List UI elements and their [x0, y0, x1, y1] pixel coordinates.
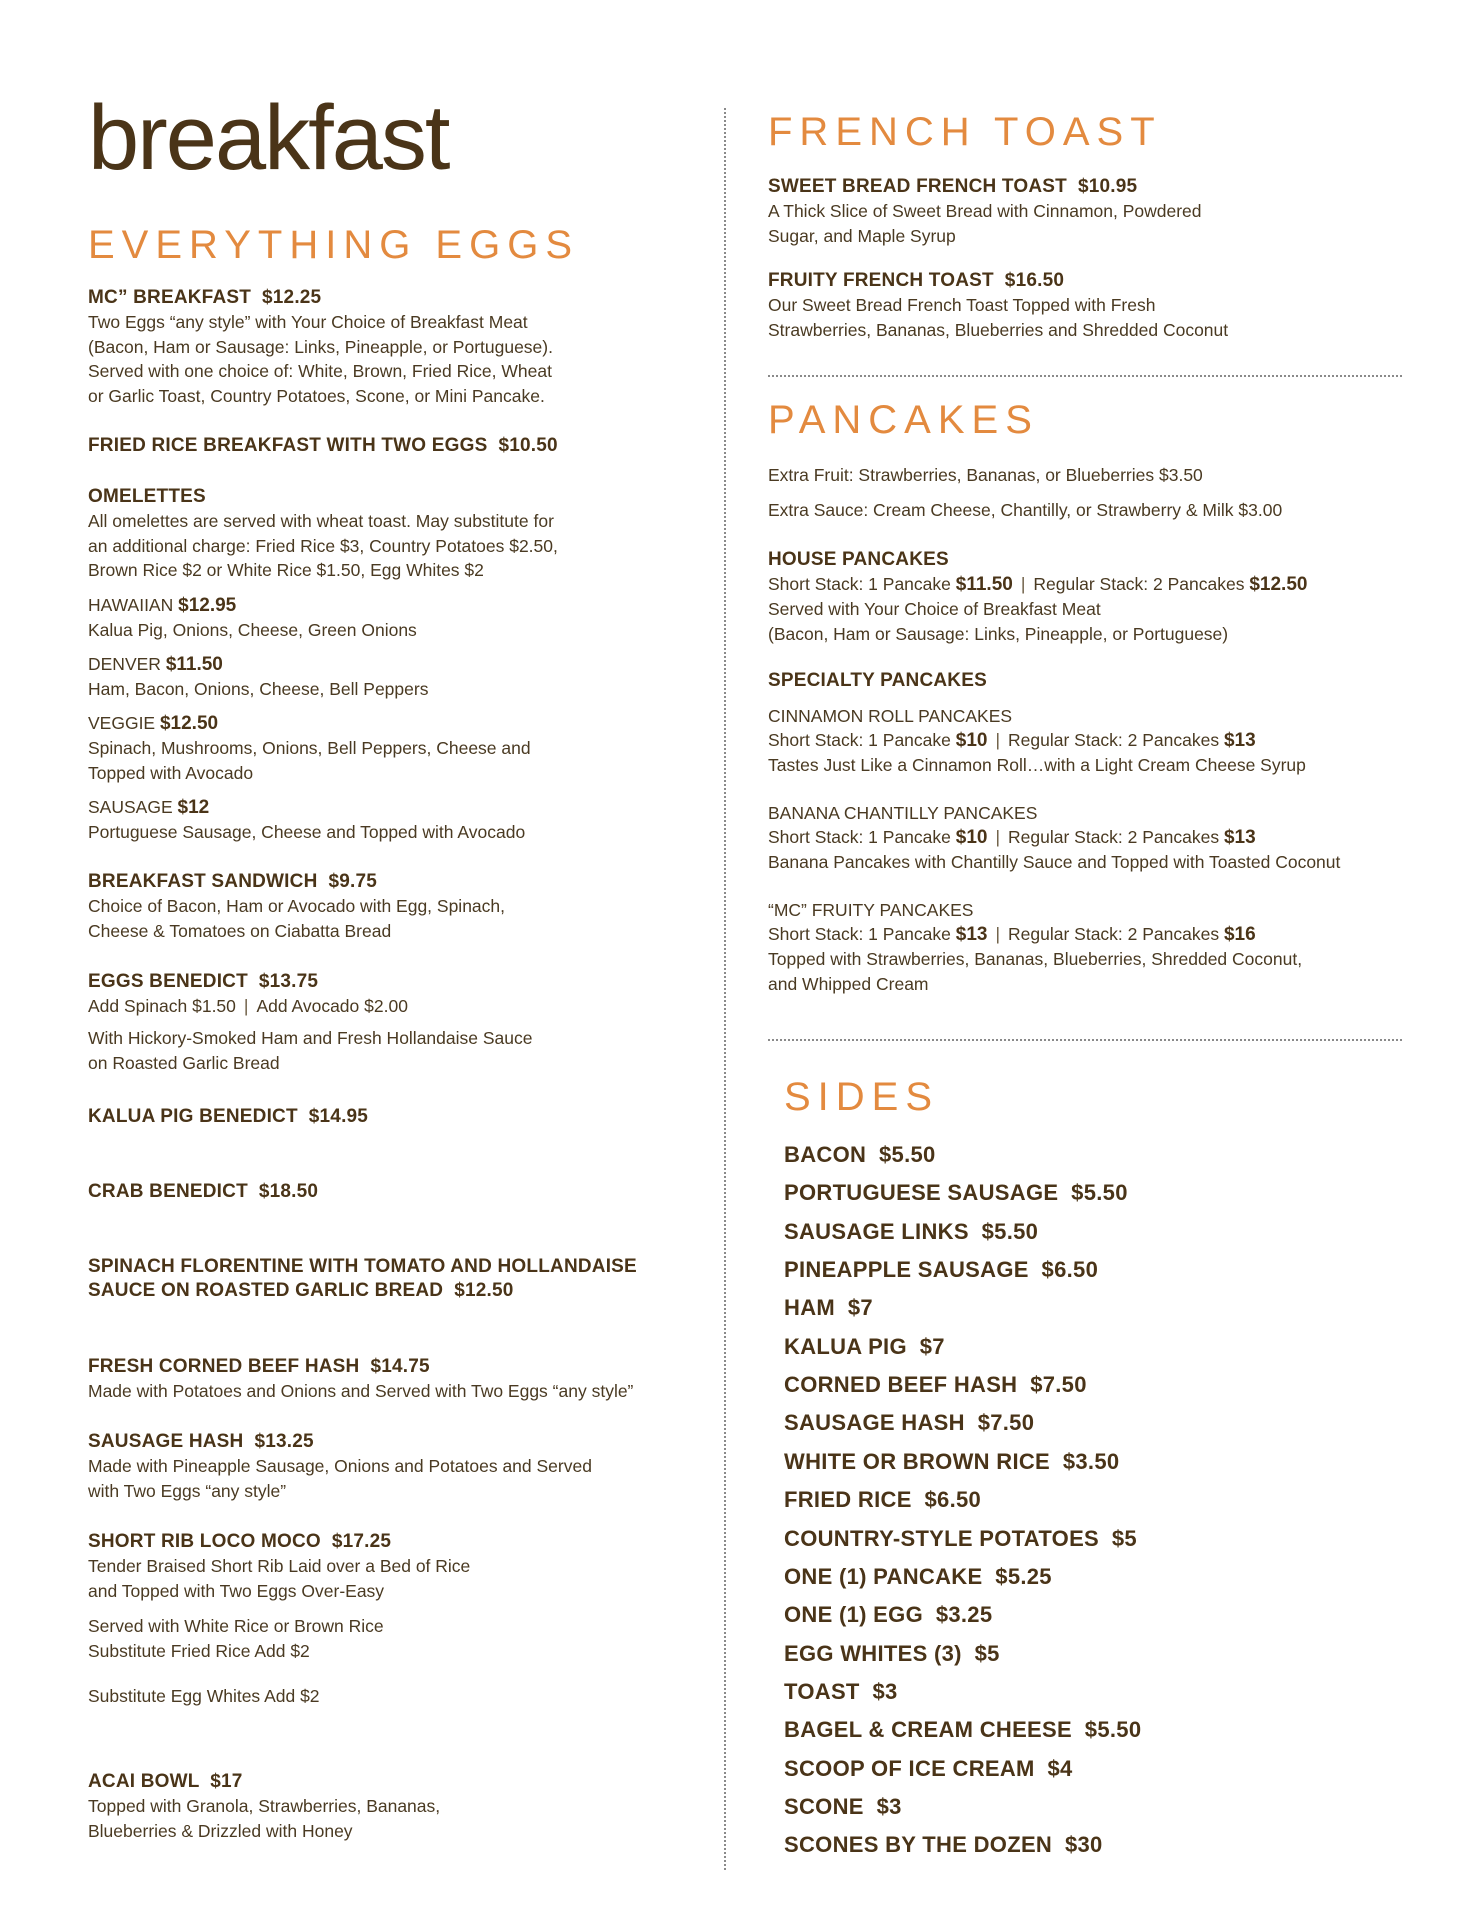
item-description: Tastes Just Like a Cinnamon Roll…with a Light Cream Cheese Syrup [768, 755, 1306, 775]
side-item-price: $3.50 [1062, 1448, 1120, 1474]
side-item [784, 1601, 992, 1629]
side-item [784, 1563, 1052, 1591]
side-item [784, 1333, 945, 1361]
menu-item-sausage-hash [88, 1430, 592, 1503]
side-item-name: PINEAPPLE SAUSAGE [784, 1257, 1029, 1283]
omelette-denver [88, 652, 428, 702]
item-name: BANANA CHANTILLY PANCAKES [768, 803, 1038, 823]
side-item [784, 1716, 1141, 1744]
stack-prices: Short Stack: 1 Pancake $13 | Regular Stack: 2 Pancakes $16 [768, 924, 1256, 945]
item-name: “MC” FRUITY PANCAKES [768, 900, 974, 920]
menu-item-crab-benedict [88, 1180, 318, 1204]
page-title: breakfast [88, 87, 449, 189]
item-description: Topped with Granola, Strawberries, Bananas, Blueberries & Drizzled with Honey [88, 1796, 441, 1841]
side-item [784, 1256, 1098, 1284]
item-price: $18.50 [258, 1181, 319, 1202]
stack-prices: Short Stack: 1 Pancake $10 | Regular Stack: 2 Pancakes $13 [768, 730, 1256, 751]
item-name: OMELETTES [88, 486, 206, 507]
side-item-name: CORNED BEEF HASH [784, 1372, 1018, 1398]
item-price: $17 [210, 1771, 243, 1792]
item-price: $9.75 [328, 871, 378, 892]
menu-item-kalua-pig-benedict [88, 1105, 368, 1129]
item-name: FRUITY FRENCH TOAST [768, 270, 994, 291]
item-description: Banana Pancakes with Chantilly Sauce and Topped with Toasted Coconut [768, 852, 1341, 872]
item-name: SHORT RIB LOCO MOCO [88, 1531, 321, 1552]
side-item-price: $5 [1111, 1525, 1137, 1551]
item-name: SAUSAGE [88, 797, 173, 817]
item-name: FRESH CORNED BEEF HASH [88, 1356, 360, 1377]
item-name: CINNAMON ROLL PANCAKES [768, 706, 1013, 726]
menu-item-mc-fruity-pancakes [768, 898, 1302, 996]
specialty-pancakes-heading [768, 669, 987, 693]
section-divider [768, 1039, 1402, 1041]
item-description: Portuguese Sausage, Cheese and Topped with Avocado [88, 822, 526, 842]
item-addons: Add Spinach $1.50 | Add Avocado $2.00 [88, 996, 408, 1016]
item-description: Topped with Strawberries, Bananas, Blueberries, Shredded Coconut, and Whipped Cream [768, 949, 1303, 994]
item-price: $12.25 [262, 287, 322, 308]
item-price: $13.75 [258, 971, 319, 992]
column-divider [724, 108, 726, 1870]
side-item [784, 1371, 1087, 1399]
side-item-price: $6.50 [924, 1487, 982, 1513]
menu-item-sweet-bread-french-toast [768, 175, 1202, 248]
side-item-price: $3 [876, 1793, 902, 1819]
side-item [784, 1486, 981, 1514]
item-name-cont: SAUCE ON ROASTED GARLIC BREAD [88, 1280, 444, 1301]
item-name: SWEET BREAD FRENCH TOAST [768, 176, 1067, 197]
item-name: SPECIALTY PANCAKES [768, 670, 987, 691]
omelette-sausage [88, 795, 525, 845]
stack-prices: Short Stack: 1 Pancake $10 | Regular Stack: 2 Pancakes $13 [768, 827, 1256, 848]
item-name: ACAI BOWL [88, 1771, 200, 1792]
item-description: Two Eggs “any style” with Your Choice of Breakfast Meat (Bacon, Ham or Sausage: Links, Pineapple, or Portuguese). Served with one choice of: White, Brown, Fried Rice, Wheat or Garlic Toast, Country Potatoes, Scone, or Mini Pancake. [88, 312, 553, 406]
omelette-hawaiian [88, 593, 417, 643]
section-title-sides: SIDES [784, 1075, 940, 1119]
menu-item-house-pancakes [768, 548, 1307, 646]
item-name: HAWAIIAN [88, 595, 174, 615]
side-item [784, 1294, 873, 1322]
item-description: Tender Braised Short Rib Laid over a Bed of Rice and Topped with Two Eggs Over-Easy [88, 1556, 471, 1601]
item-description: Choice of Bacon, Ham or Avocado with Egg, Spinach, Cheese & Tomatoes on Ciabatta Bread [88, 896, 506, 941]
item-description: With Hickory-Smoked Ham and Fresh Hollandaise Sauce on Roasted Garlic Bread [88, 1028, 533, 1073]
menu-item-short-rib-loco-moco [88, 1530, 470, 1709]
side-item [784, 1179, 1128, 1207]
side-item-name: FRIED RICE [784, 1487, 912, 1513]
item-name: MC” BREAKFAST [88, 287, 252, 308]
item-price: $14.95 [308, 1106, 369, 1127]
side-item [784, 1525, 1137, 1553]
omelette-veggie [88, 711, 531, 785]
section-title-french-toast: FRENCH TOAST [768, 110, 1162, 154]
side-item [784, 1831, 1103, 1859]
section-title-everything-eggs: EVERYTHING EGGS [88, 223, 580, 267]
side-item-price: $7.50 [977, 1410, 1035, 1436]
side-item-name: ONE (1) PANCAKE [784, 1563, 983, 1589]
side-item-name: TOAST [784, 1678, 860, 1704]
side-item-name: SCONE [784, 1793, 864, 1819]
item-name: BREAKFAST SANDWICH [88, 871, 318, 892]
item-price: $13.25 [254, 1431, 314, 1452]
menu-item-corned-beef-hash [88, 1355, 633, 1404]
side-item-name: EGG WHITES (3) [784, 1640, 962, 1666]
side-item [784, 1793, 902, 1821]
item-name: SAUSAGE HASH [88, 1431, 244, 1452]
side-item-name: HAM [784, 1295, 836, 1321]
item-description: A Thick Slice of Sweet Bread with Cinnamon, Powdered Sugar, and Maple Syrup [768, 201, 1202, 246]
side-item [784, 1218, 1038, 1246]
item-name: EGGS BENEDICT [88, 971, 248, 992]
side-item-price: $5.50 [981, 1218, 1039, 1244]
item-description: All omelettes are served with wheat toast. May substitute for an additional charge: Fried Rice $3, Country Potatoes $2.50, Brown Rice $2 or White Rice $1.50, Egg Whites $2 [88, 511, 558, 580]
side-item-price: $5 [974, 1640, 1000, 1666]
item-price: $12 [177, 797, 210, 818]
side-item-price: $7 [847, 1295, 873, 1321]
item-name: VEGGIE [88, 713, 156, 733]
side-item-price: $5.50 [1084, 1717, 1142, 1743]
side-item-name: SCONES BY THE DOZEN [784, 1832, 1053, 1858]
item-name: FRIED RICE BREAKFAST WITH TWO EGGS [88, 435, 488, 456]
side-item-price: $3.25 [935, 1602, 993, 1628]
side-item [784, 1448, 1119, 1476]
side-item-price: $7.50 [1030, 1372, 1087, 1398]
side-item-name: COUNTRY-STYLE POTATOES [784, 1525, 1100, 1551]
side-item-price: $5.50 [879, 1142, 936, 1167]
item-description: Served with Your Choice of Breakfast Meat (Bacon, Ham or Sausage: Links, Pineapple, or Portuguese) [768, 599, 1229, 644]
side-item-price: $3 [872, 1678, 898, 1704]
item-description: Our Sweet Bread French Toast Topped with Fresh Strawberries, Bananas, Blueberries and Shredded Coconut [768, 295, 1229, 340]
item-price: $12.50 [454, 1280, 514, 1301]
menu-item-cinnamon-roll-pancakes [768, 704, 1306, 778]
section-title-pancakes: PANCAKES [768, 398, 1039, 442]
item-price: $16.50 [1004, 270, 1065, 291]
side-item-price: $6.50 [1041, 1257, 1099, 1283]
item-name: CRAB BENEDICT [88, 1181, 248, 1202]
side-item [784, 1678, 898, 1706]
item-price: $17.25 [331, 1531, 392, 1552]
item-description: Spinach, Mushrooms, Onions, Bell Peppers, Cheese and Topped with Avocado [88, 738, 531, 783]
item-description: Made with Pineapple Sausage, Onions and Potatoes and Served with Two Eggs “any style” [88, 1456, 592, 1501]
side-item [784, 1141, 936, 1169]
item-price: $12.50 [159, 713, 219, 734]
menu-item-spinach-florentine [88, 1255, 637, 1303]
section-divider [768, 375, 1402, 377]
side-item-name: BAGEL & CREAM CHEESE [784, 1717, 1072, 1743]
side-item-price: $4 [1047, 1755, 1073, 1781]
side-item [784, 1409, 1034, 1437]
side-item-name: BACON [784, 1142, 867, 1167]
side-item-price: $5.25 [995, 1563, 1052, 1589]
side-item-name: SCOOP OF ICE CREAM [784, 1755, 1035, 1781]
menu-item-acai-bowl [88, 1770, 440, 1843]
item-note: Substitute Egg Whites Add $2 [88, 1686, 320, 1706]
menu-item-fruity-french-toast [768, 269, 1228, 342]
side-item-name: WHITE OR BROWN RICE [784, 1448, 1051, 1474]
extra-sauce-note: Extra Sauce: Cream Cheese, Chantilly, or Strawberry & Milk $3.00 [768, 500, 1283, 520]
menu-item-banana-chantilly-pancakes [768, 801, 1340, 875]
item-name: SPINACH FLORENTINE WITH TOMATO AND HOLLANDAISE [88, 1256, 637, 1277]
side-item-price: $5.50 [1071, 1180, 1128, 1206]
menu-item-eggs-benedict [88, 970, 532, 1075]
item-name: HOUSE PANCAKES [768, 549, 949, 570]
menu-item-fried-rice-breakfast [88, 434, 558, 458]
side-item-name: KALUA PIG [784, 1333, 907, 1359]
side-item-name: SAUSAGE LINKS [784, 1218, 969, 1244]
side-item-price: $7 [919, 1333, 945, 1359]
side-item [784, 1640, 1000, 1668]
item-name: DENVER [88, 654, 161, 674]
menu-item-breakfast-sandwich [88, 870, 505, 943]
side-item-name: ONE (1) EGG [784, 1602, 923, 1628]
extra-fruit-note: Extra Fruit: Strawberries, Bananas, or Blueberries $3.50 [768, 465, 1203, 485]
stack-prices: Short Stack: 1 Pancake $11.50 | Regular Stack: 2 Pancakes $12.50 [768, 574, 1308, 595]
item-description: Kalua Pig, Onions, Cheese, Green Onions [88, 620, 417, 640]
menu-item-mc-breakfast [88, 286, 553, 408]
menu-item-omelettes [88, 485, 558, 583]
item-note: Served with White Rice or Brown Rice Substitute Fried Rice Add $2 [88, 1616, 384, 1661]
item-description: Made with Potatoes and Onions and Served with Two Eggs “any style” [88, 1381, 634, 1401]
item-price: $10.95 [1077, 176, 1138, 197]
side-item-name: SAUSAGE HASH [784, 1410, 965, 1436]
item-price: $11.50 [165, 654, 223, 675]
item-price: $10.50 [498, 435, 558, 456]
item-description: Ham, Bacon, Onions, Cheese, Bell Peppers [88, 679, 429, 699]
side-item [784, 1755, 1073, 1783]
side-item-price: $30 [1064, 1832, 1103, 1858]
side-item-name: PORTUGUESE SAUSAGE [784, 1180, 1059, 1206]
item-price: $14.75 [370, 1356, 430, 1377]
item-name: KALUA PIG BENEDICT [88, 1106, 298, 1127]
item-price: $12.95 [178, 595, 237, 616]
